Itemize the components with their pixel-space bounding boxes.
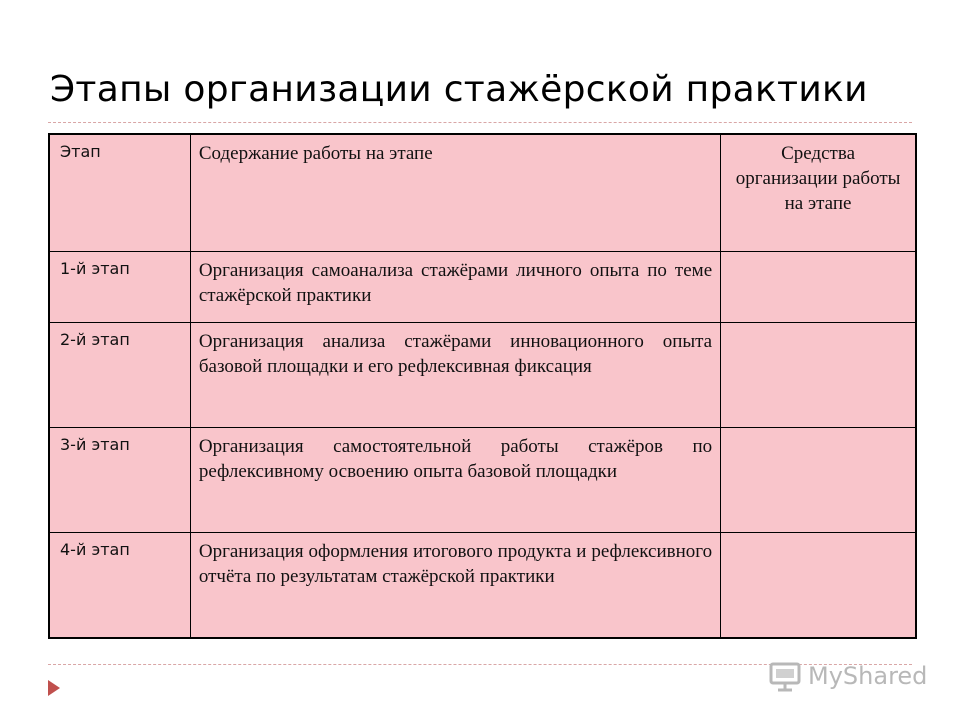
row-stage: 1-й этап (49, 252, 190, 323)
row-stage: 4-й этап (49, 533, 190, 639)
watermark (768, 656, 927, 696)
header-stage: Этап (49, 134, 190, 252)
triangle-bullet-icon (48, 680, 60, 696)
header-content: Содержание работы на этапе (190, 134, 720, 252)
row-means (721, 252, 916, 323)
table-row (49, 428, 916, 533)
presentation-board-icon (768, 659, 802, 693)
title-divider (48, 122, 912, 123)
row-content: Организация анализа стажёрами инновационного опыта базовой площадки и его рефлексивная фиксация (190, 323, 720, 428)
row-stage: 3-й этап (49, 428, 190, 533)
table-row (49, 533, 916, 639)
row-stage: 2-й этап (49, 323, 190, 428)
table-row (49, 252, 916, 323)
row-content: Организация оформления итогового продукта и рефлексивного отчёта по результатам стажёрской практики (190, 533, 720, 639)
slide-title: Этапы организации стажёрской практики (50, 69, 868, 110)
row-means (721, 428, 916, 533)
table-header-row (49, 134, 916, 252)
stages-table (48, 133, 917, 639)
table-row (49, 323, 916, 428)
watermark-text: MyShared (808, 662, 928, 690)
row-means (721, 323, 916, 428)
row-means (721, 533, 916, 639)
row-content: Организация самоанализа стажёрами личного опыта по теме стажёрской практики (190, 252, 720, 323)
row-content: Организация самостоятельной работы стажёров по рефлексивному освоению опыта базовой площадки (190, 428, 720, 533)
header-means: Средства организации работы на этапе (721, 134, 916, 252)
